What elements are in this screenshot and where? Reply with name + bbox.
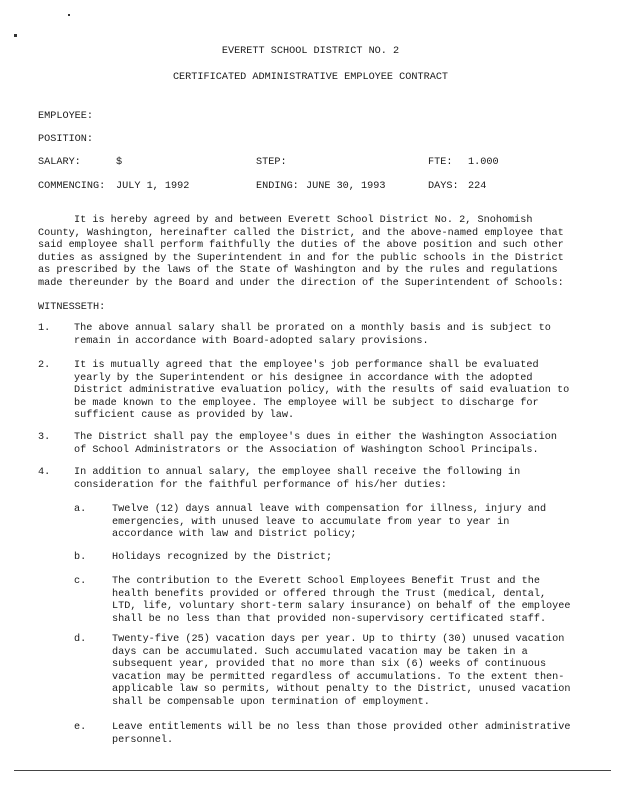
sub-item-letter: a.	[74, 504, 87, 515]
days-label: DAYS:	[428, 181, 459, 192]
witnesseth-heading: WITNESSETH:	[38, 302, 106, 313]
district-name: EVERETT SCHOOL DISTRICT NO. 2	[221, 46, 400, 57]
commencing-value: JULY 1, 1992	[116, 181, 190, 192]
step-label: STEP:	[256, 157, 287, 168]
position-label: POSITION:	[38, 134, 94, 145]
intro-paragraph: It is hereby agreed by and between Everett School District No. 2, Snohomish County, Washington, hereinafter called the District, and the above-named employee that said employee shall perform faithfully the duties of the above position and such other duties as assigned by the Superintendent in and for the public schools in the District as prescribed by the laws of the State of Washington and by the rules and regulations made thereunder by the Board and under the direction of the Superintendent of Schools:	[38, 215, 564, 289]
sub-item-text: Holidays recognized by the District;	[112, 552, 333, 563]
days-value: 224	[468, 181, 487, 192]
item-text: It is mutually agreed that the employee's job performance shall be evaluated yearly by the Superintendent or his designee in accordance with the adopted District administrative evaluation policy, with the results of said evaluation to be made known to the employee. The employee will be subject to discharge for sufficient cause as provided by law.	[74, 360, 570, 421]
contract-title: CERTIFICATED ADMINISTRATIVE EMPLOYEE CONTRACT	[172, 72, 449, 83]
sub-item-letter: e.	[74, 722, 87, 733]
item-text: In addition to annual salary, the employee shall receive the following in consideration for the faithful performance of his/her duties:	[74, 467, 521, 491]
sub-item-letter: c.	[74, 576, 87, 587]
scan-bottom-edge	[14, 770, 611, 771]
sub-item-text: Leave entitlements will be no less than those provided other administrative personnel.	[112, 722, 571, 746]
sub-item-text: The contribution to the Everett School Employees Benefit Trust and the health benefits provided or offered through the Trust (medical, dental, LTD, life, voluntary short-term salary insurance) on behalf of the employee shall be no less than that provided non-supervisory certificated staff.	[112, 576, 571, 625]
sub-item-text: Twelve (12) days annual leave with compensation for illness, injury and emergencies, with unused leave to accumulate from year to year in accordance with law and District policy;	[112, 504, 547, 540]
item-number: 2.	[38, 360, 51, 371]
item-number: 4.	[38, 467, 51, 478]
ending-value: JUNE 30, 1993	[306, 181, 386, 192]
employee-label: EMPLOYEE:	[38, 111, 94, 122]
salary-label: SALARY:	[38, 157, 81, 168]
sub-item-letter: d.	[74, 634, 87, 645]
scan-speck	[68, 14, 70, 16]
item-number: 3.	[38, 432, 51, 443]
item-text: The District shall pay the employee's dues in either the Washington Association of School Administrators or the Association of Washington School Principals.	[74, 432, 557, 456]
item-text: The above annual salary shall be prorated on a monthly basis and is subject to remain in accordance with Board-adopted salary provisions.	[74, 323, 551, 347]
ending-label: ENDING:	[256, 181, 299, 192]
commencing-label: COMMENCING:	[38, 181, 106, 192]
item-number: 1.	[38, 323, 51, 334]
fte-value: 1.000	[468, 157, 499, 168]
sub-item-text: Twenty-five (25) vacation days per year. Up to thirty (30) unused vacation days can be accumulated. Such accumulated vacation may be taken in a subsequent year, provided that no more than six (6) weeks of continuous vacation may be permitted regardless of accumulations. To the extent then-applicable law so permits, without penalty to the District, unused vacation shall be compensable upon termination of employment.	[112, 634, 571, 708]
fte-label: FTE:	[428, 157, 453, 168]
salary-value: $	[116, 157, 123, 168]
scan-speck	[14, 34, 17, 37]
sub-item-letter: b.	[74, 552, 87, 563]
